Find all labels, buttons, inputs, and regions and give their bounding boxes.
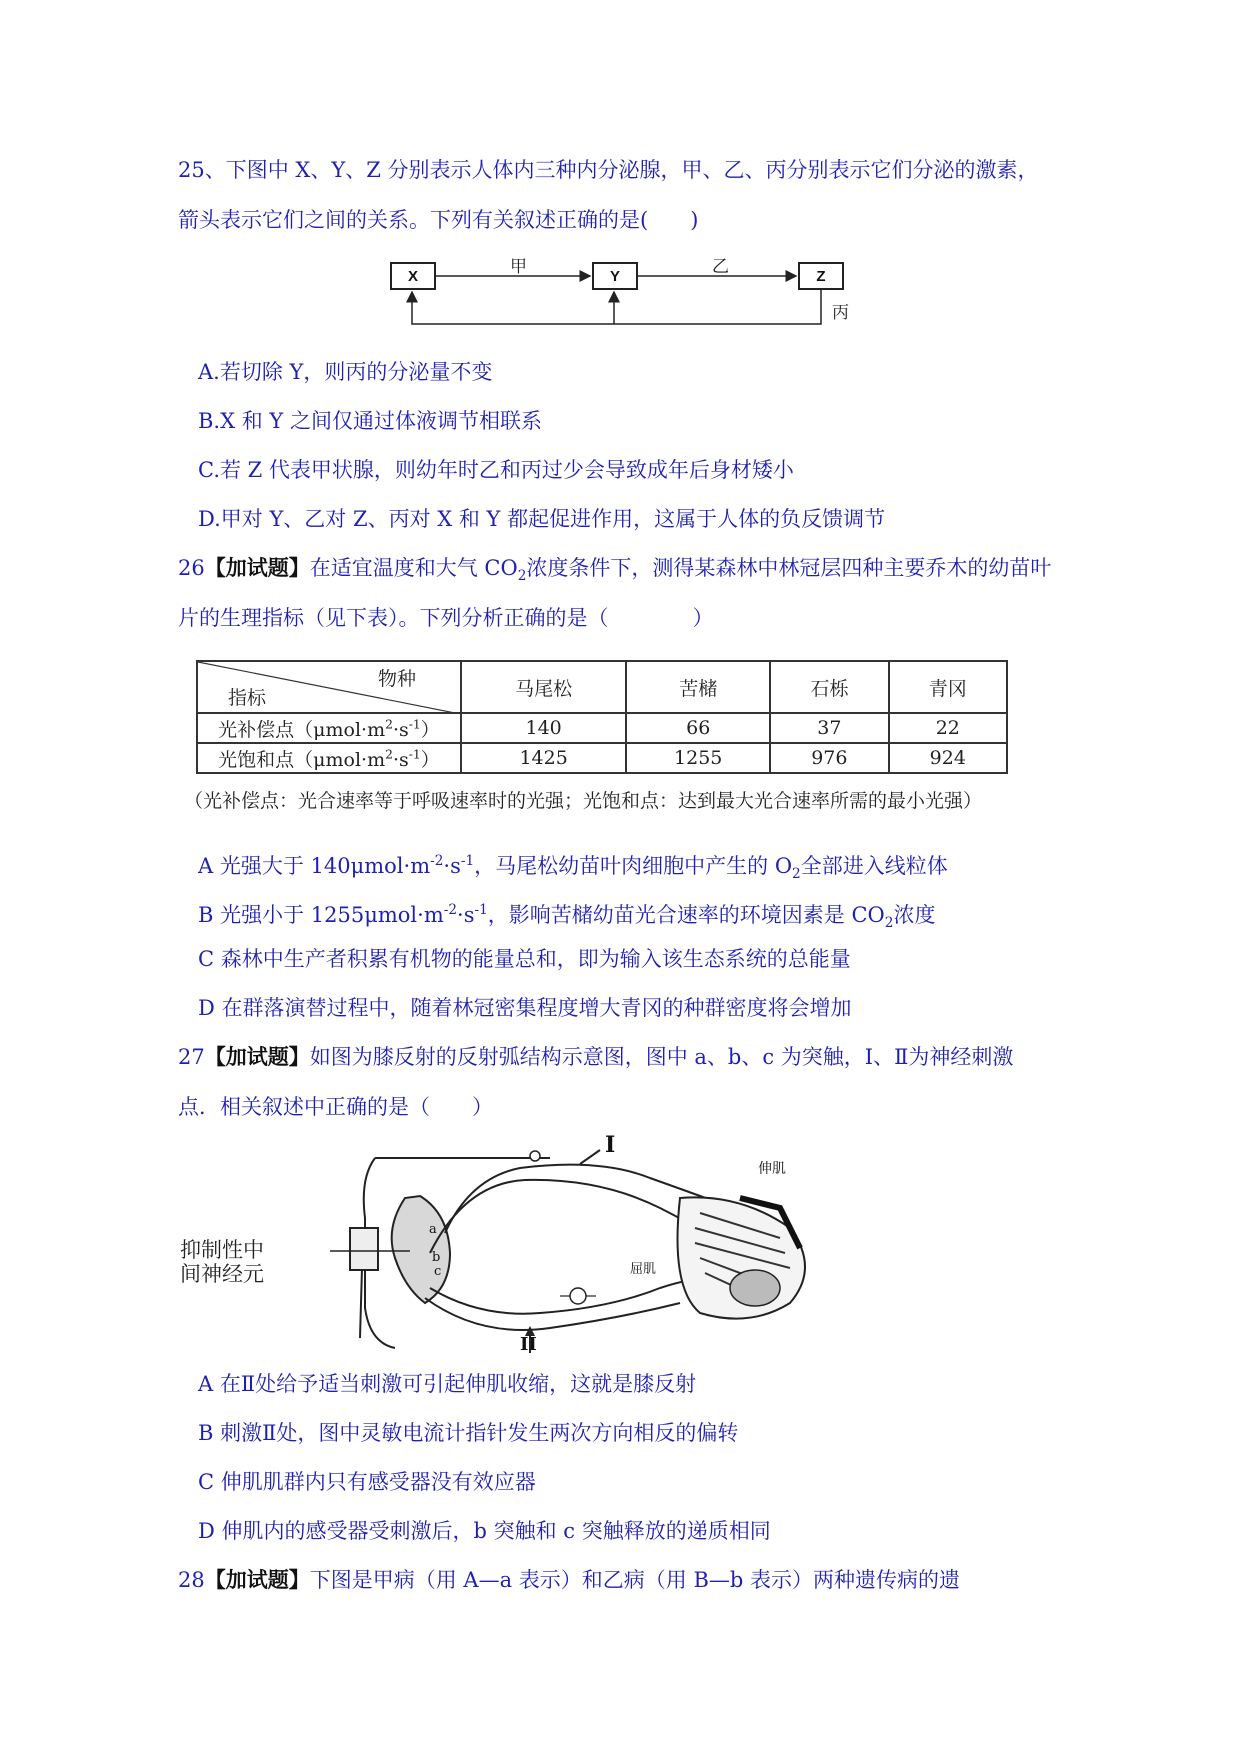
q26-option-c: C 森林中生产者积累有机物的能量总和，即为输入该生态系统的总能量 bbox=[198, 947, 851, 971]
label-stimulus-I: I bbox=[605, 1132, 616, 1158]
table-row bbox=[197, 713, 1007, 743]
q26-table-note: （光补偿点：光合速率等于呼吸速率时的光强；光饱和点：达到最大光合速率所需的最小光强） bbox=[184, 790, 983, 812]
label-synapse-a: a bbox=[429, 1222, 437, 1237]
q28-stem-line1 bbox=[178, 1565, 960, 1595]
q25-option-d: D.甲对 Y、乙对 Z、丙对 X 和 Y 都起促进作用，这属于人体的负反馈调节 bbox=[198, 507, 886, 531]
label-inhibitory-interneuron bbox=[180, 1238, 264, 1286]
box-z: Z bbox=[798, 262, 844, 290]
table-cell: 1425 bbox=[461, 743, 626, 773]
box-y: Y bbox=[592, 262, 638, 290]
q25-option-a: A.若切除 Y，则丙的分泌量不变 bbox=[198, 360, 493, 384]
table-cell: 22 bbox=[889, 713, 1007, 743]
q26-data-table bbox=[196, 660, 1008, 774]
q27-number: 27 bbox=[178, 1045, 205, 1069]
row-label: 光饱和点$(\mu mol\cdot m^2\cdot s^{-1})$ bbox=[197, 743, 461, 773]
q26-tag: 【加试题】 bbox=[204, 555, 310, 580]
q26-stem-text-b: 浓度条件下，测得某森林中林冠层四种主要乔木的幼苗叶 bbox=[526, 556, 1052, 580]
species-header: 青冈 bbox=[889, 661, 1007, 713]
q27-option-c: C 伸肌肌群内只有感受器没有效应器 bbox=[198, 1470, 536, 1494]
q25-stem-line2: 箭头表示它们之间的关系。下列有关叙述正确的是( ) bbox=[178, 208, 699, 232]
table-row bbox=[197, 743, 1007, 773]
row-label: 光补偿点$(\mu mol\cdot m^2\cdot s^{-1})$ bbox=[197, 713, 461, 743]
q26-stem-line2: 片的生理指标（见下表）。下列分析正确的是（ ） bbox=[178, 606, 714, 630]
label-synapse-b: b bbox=[432, 1250, 441, 1265]
q27-stem-text: 如图为膝反射的反射弧结构示意图，图中 a、b、c 为突触，Ⅰ、Ⅱ为神经刺激 bbox=[309, 1045, 1014, 1069]
table-cell: 37 bbox=[770, 713, 888, 743]
q26-option-a: A 光强大于 $140\mu mol\cdot m^{-2}\cdot s^{-1}$，马尾松幼苗叶肉细胞中产生的 $O_2$全部进入线粒体 bbox=[198, 853, 948, 883]
q28-number: 28 bbox=[178, 1568, 205, 1592]
label-stimulus-II: II bbox=[520, 1334, 537, 1355]
table-cell: 66 bbox=[626, 713, 770, 743]
label-inhib-line2: 间神经元 bbox=[180, 1262, 264, 1286]
q26-number: 26 bbox=[178, 556, 205, 580]
q26-stem-line1 bbox=[178, 553, 1051, 591]
q26-co2-sub: 2 bbox=[517, 568, 527, 585]
q28-tag: 【加试题】 bbox=[204, 1567, 310, 1592]
box-x: X bbox=[390, 262, 436, 290]
q28-stem-text: 下图是甲病（用 A—a 表示）和乙病（用 B—b 表示）两种遗传病的遗 bbox=[309, 1568, 960, 1592]
label-extensor: 伸肌 bbox=[758, 1161, 786, 1177]
q27-option-b: B 刺激Ⅱ处，图中灵敏电流计指针发生两次方向相反的偏转 bbox=[198, 1421, 739, 1445]
q25-option-c: C.若 Z 代表甲状腺，则幼年时乙和丙过少会导致成年后身材矮小 bbox=[198, 458, 794, 482]
label-jia: 甲 bbox=[510, 257, 527, 277]
q27-reflex-arc-figure bbox=[180, 1132, 860, 1360]
corner-species-label: 物种 bbox=[377, 668, 416, 690]
q25-option-b: B.X 和 Y 之间仅通过体液调节相联系 bbox=[198, 409, 542, 433]
q27-option-d: D 伸肌内的感受器受刺激后，b 突触和 c 突触释放的递质相同 bbox=[198, 1519, 771, 1543]
label-synapse-c: c bbox=[434, 1264, 442, 1279]
q26-stem-text-a: 在适宜温度和大气 CO bbox=[309, 556, 518, 580]
q25-stem-line1: 25、下图中 X、Y、Z 分别表示人体内三种内分泌腺，甲、乙、丙分别表示它们分泌的激素， bbox=[178, 158, 1039, 182]
table-cell: 924 bbox=[889, 743, 1007, 773]
q26-option-d: D 在群落演替过程中，随着林冠密集程度增大青冈的种群密度将会增加 bbox=[198, 996, 852, 1020]
q27-option-a: A 在Ⅱ处给予适当刺激可引起伸肌收缩，这就是膝反射 bbox=[198, 1372, 697, 1396]
arrow-feedback-to-x bbox=[412, 290, 821, 324]
species-header: 马尾松 bbox=[461, 661, 626, 713]
q27-tag: 【加试题】 bbox=[204, 1044, 310, 1069]
table-cell: 976 bbox=[770, 743, 888, 773]
corner-index-label: 指标 bbox=[228, 687, 267, 709]
q25-flow-diagram bbox=[388, 257, 868, 328]
label-inhib-line1: 抑制性中 bbox=[180, 1238, 264, 1262]
table-corner-cell bbox=[197, 661, 461, 713]
label-yi: 乙 bbox=[712, 257, 729, 277]
label-bing: 丙 bbox=[832, 303, 849, 323]
q27-stem-line1 bbox=[178, 1042, 1013, 1072]
species-header: 苦槠 bbox=[626, 661, 770, 713]
table-cell: 1255 bbox=[626, 743, 770, 773]
label-flexor: 屈肌 bbox=[630, 1262, 657, 1277]
species-header: 石栎 bbox=[770, 661, 888, 713]
q26-option-b: B 光强小于 $1255\mu mol\cdot m^{-2}\cdot s^{-1}$，影响苦槠幼苗光合速率的环境因素是 $CO_2$浓度 bbox=[198, 902, 936, 932]
table-cell: 140 bbox=[461, 713, 626, 743]
q27-stem-line2: 点．相关叙述中正确的是（ ） bbox=[178, 1095, 493, 1119]
